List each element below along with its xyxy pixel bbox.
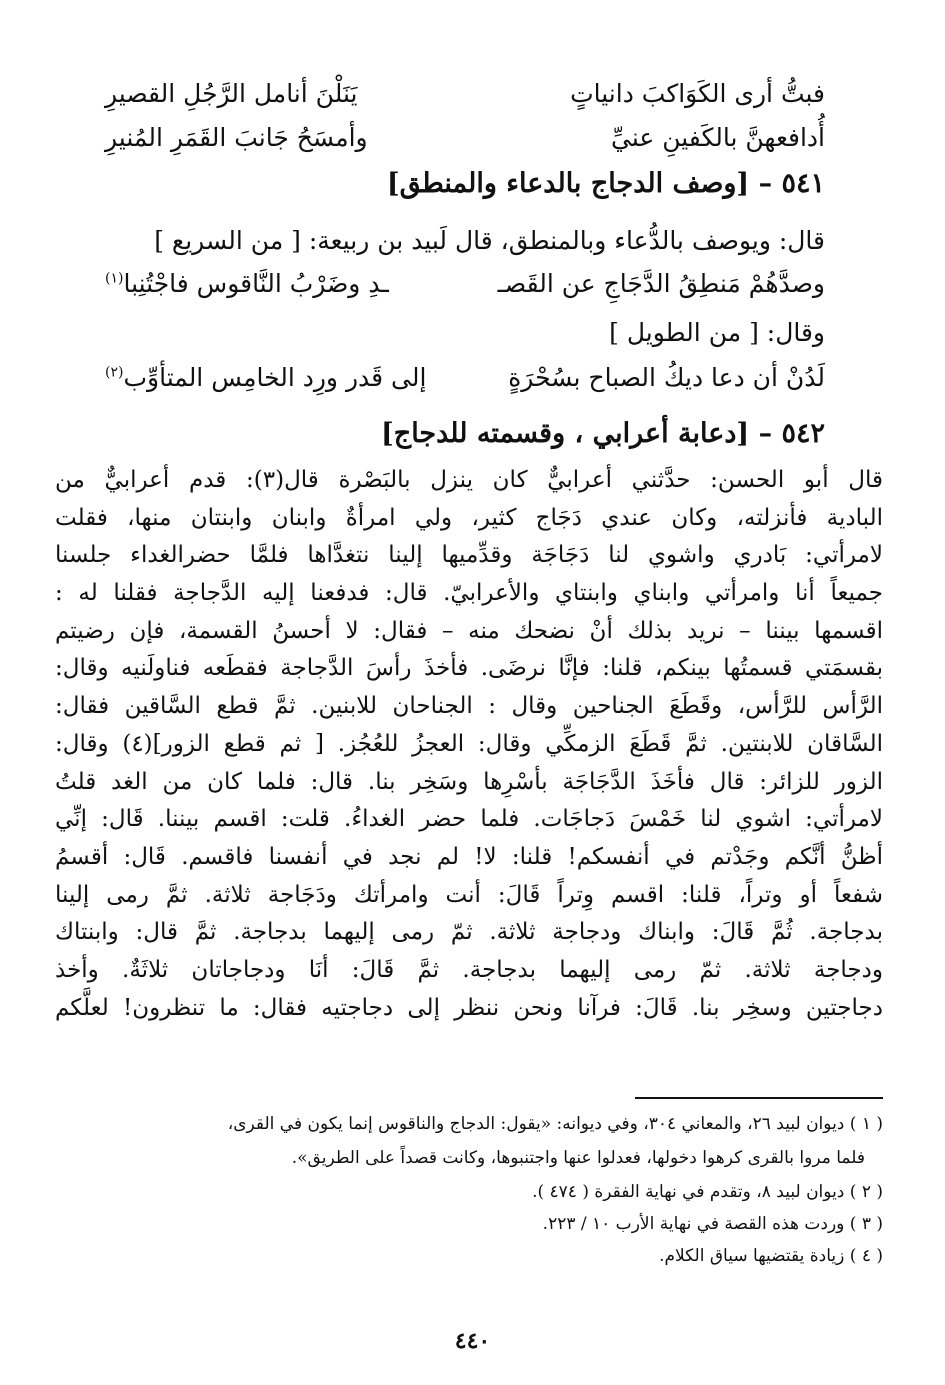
footnote-item: فلما مروا بالقرى كرهوا دخولها، فعدلوا عنها واجتنبوها، وكانت قصداً على الطريق». (291, 1148, 865, 1168)
footnote-item: ( ٣ ) وردت هذه القصة في نهاية الأرب ١٠ / ٢٢٣. (542, 1214, 883, 1234)
paragraph-line: البادية فأنزلته، وكان عندي دَجَاج كثير، ولي امرأةٌ وابنان وابنتان منها، فقلت (55, 504, 883, 531)
verse-hemistich-right: وصدَّهُمْ مَنطِقُ الدَّجَاجِ عن القَصـ (497, 269, 825, 298)
section-heading-541: ٥٤١ – [وصف الدجاج بالدعاء والمنطق] (386, 168, 825, 199)
footnote-item: ( ١ ) ديوان لبيد ٢٦، والمعاني ٣٠٤، وفي ديوانه: «يقول: الدجاج والناقوس إنما يكون في القرى، (227, 1114, 883, 1134)
footnote-ref: (٢) (105, 364, 124, 381)
verse-hemistich-left: يَنَلْنَ أنامل الرَّجُلِ القصيرِ (105, 79, 358, 108)
verse-hemistich-right: فبتُّ أرى الكَوَاكبَ دانياتٍ (570, 79, 825, 108)
paragraph-line: بقسمَتي قسمتُها بينكم، قلنا: فإنَّا نرضَى. فأخذَ رأسَ الدَّجاجة فقطَعه فناولَنيه وقال: (55, 655, 883, 682)
paragraph-line: الزور للزائر: قال فأخَذَ الدَّجَاجَة بأسْرِها وسَخِر بنا. قال: فلما كان من الغد قلتُ (55, 768, 883, 795)
paragraph-line: الرَّأس للرَّأس، وقَطَعَ الجناحين وقال : الجناحان للابنين. ثمَّ قطع السَّاقين فقال: (55, 693, 883, 720)
paragraph-line: قال أبو الحسن: حدَّثني أعرابيٌّ كان ينزل بالبَصْرة قال(٣): قدم أعرابيٌّ من (55, 467, 883, 493)
footnote-item: ( ٤ ) زيادة يقتضيها سياق الكلام. (659, 1246, 883, 1266)
verse-line (105, 252, 825, 298)
section-intro: قال: ويوصف بالدُّعاء وبالمنطق، قال لَبيد بن ربيعة: [ من السريع ] (154, 226, 825, 255)
paragraph-line: شفعاً أو وتراً، قلنا: اقسم وِتراً قَالَ: أنت وامرأتك ودَجَاجة ثلاثة. ثمَّ رمى إلينا (55, 881, 883, 908)
page-number: ٤٤٠ (454, 1328, 491, 1354)
paragraph-line: بدجاجة. ثُمَّ قَالَ: وابناك ودجاجة ثلاثة. ثمّ رمى إليهما بدجاجة. ثمَّ قال: وابنتاك (55, 919, 883, 946)
verse-hemistich-left: ـدِ وضَرْبُ النَّاقوس فاجْتُنِبا$^{(١)}$ (105, 269, 389, 298)
footnote-ref: (١) (105, 270, 124, 287)
footnote-divider (635, 1097, 883, 1099)
section-intro: وقال: [ من الطويل ] (609, 318, 825, 347)
paragraph-line: أظنُّ أنَّكم وجَدْتم في أنفسكم! قلنا: لا! لم نجد في أنفسنا فاقسم. قَال: أقسمُ (55, 843, 883, 870)
verse-hemistich-right: لَدُنْ أن دعا ديكُ الصباح بسُحْرَةٍ (508, 363, 825, 392)
footnote-item: ( ٢ ) ديوان لبيد ٨، وتقدم في نهاية الفقرة ( ٤٧٤ ). (532, 1182, 883, 1202)
verse-line (105, 62, 825, 108)
body-paragraph (55, 462, 883, 1027)
paragraph-line: ودجاجة ثلاثة. ثمّ رمى إليهما بدجاجة. ثمَّ قَالَ: أنَا ودجاجاتان ثلاثَةٌ. وأخذ (55, 956, 883, 983)
verse-line (105, 346, 825, 392)
paragraph-line: جميعاً أنا وامرأتي وابناي وابنتاي والأعرابيّ. قال: فدفعنا إليه الدَّجاجة فقلنا له : (55, 580, 883, 607)
paragraph-line: السَّاقان للابنتين. ثمَّ قَطَعَ الزمكِّي وقال: العجزُ للعُجُز. [ ثم قطع الزور](٤) وقال: (55, 730, 883, 757)
paragraph-line: دجاجتين وسخِر بنا. قَالَ: فرآنا ونحن ننظر إلى دجاجتيه فقال: ما تنظرون! لعلَّكم (55, 994, 883, 1021)
section-heading-542: ٥٤٢ – [دعابة أعرابي ، وقسمته للدجاج] (380, 418, 825, 449)
paragraph-line: اقسمها بيننا – نريد بذلك أنْ نضحك منه – فقال: لا أحسنُ القسمة، فإن رضيتم (55, 617, 883, 644)
verse-hemistich-left: إلى قَدر ورِد الخامِس المتأوِّب$^{(٢)}$ (105, 363, 427, 392)
paragraph-line: لامرأتي: اشوي لنا خَمْسَ دَجاجَات. فلما حضر الغداءُ. قلت: اقسم بيننا. قَال: إنِّي (55, 806, 883, 833)
verse-hemistich-right: أُدافعهنَّ بالكَفينِ عنيِّ (610, 123, 825, 152)
paragraph-line: لامرأتي: بَادري واشوي لنا دَجَاجَة وقدِّميها إلينا نتغدَّاها فلمَّا حضرالغداء جلسنا (55, 542, 883, 569)
verse-hemistich-left: وأمسَحُ جَانبَ القَمَرِ المُنيرِ (105, 123, 368, 152)
verse-line (105, 106, 825, 152)
